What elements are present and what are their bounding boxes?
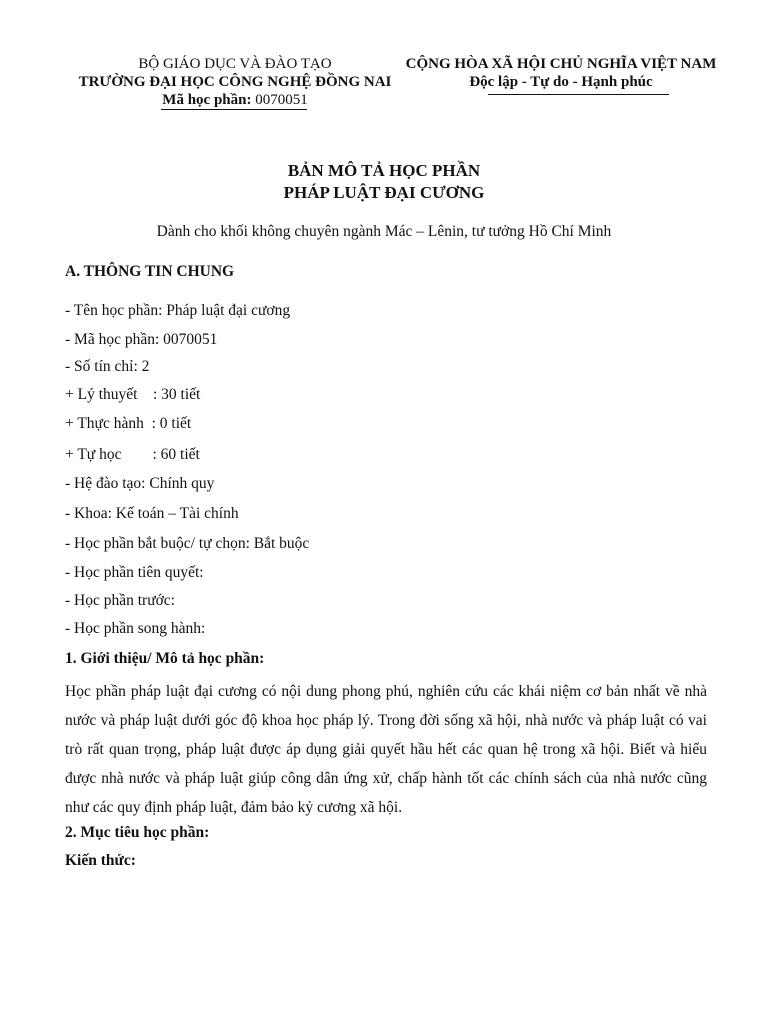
section-1-description: Học phần pháp luật đại cương có nội dung phong phú, nghiên cứu các khái niệm cơ bản nhất về nhà nước và pháp luật dưới góc độ khoa học pháp lý. Trong đời sống xã hội, nhà nước và pháp luật có vai trò rất quan trọng, pháp luật được áp dụng giải quyết hầu hết các quan hệ trong xã hội. Biết và hiểu được nhà nước và pháp luật giúp công dân ứng xử, chấp hành tốt các chính sách của nhà nước cũng như các quy định pháp luật, đảm bảo kỷ cương xã hội. bbox=[65, 683, 707, 816]
info-prerequisite: - Học phần tiên quyết: bbox=[65, 564, 204, 581]
section-a-heading: A. THÔNG TIN CHUNG bbox=[65, 263, 235, 280]
republic-name: CỘNG HÒA XÃ HỘI CHỦ NGHĨA VIỆT NAM bbox=[405, 56, 717, 72]
ministry-name: BỘ GIÁO DỤC VÀ ĐÀO TẠO bbox=[138, 56, 332, 72]
info-previous-course: - Học phần trước: bbox=[65, 592, 175, 609]
info-self-study-hours: + Tự học : 60 tiết bbox=[65, 446, 200, 463]
info-training-system: - Hệ đào tạo: Chính quy bbox=[65, 475, 215, 492]
header-left bbox=[60, 55, 410, 109]
info-required-elective: - Học phần bắt buộc/ tự chọn: Bắt buộc bbox=[65, 535, 310, 552]
header-left-underline bbox=[161, 109, 307, 110]
section-2-heading: 2. Mục tiêu học phần: bbox=[65, 824, 210, 841]
info-course-code: - Mã học phần: 0070051 bbox=[65, 331, 218, 348]
info-parallel-course: - Học phần song hành: bbox=[65, 620, 206, 637]
document-subtitle: Dành cho khối không chuyên ngành Mác – Lênin, tư tưởng Hồ Chí Minh bbox=[156, 223, 612, 240]
info-theory-hours: + Lý thuyết : 30 tiết bbox=[65, 386, 201, 403]
course-code-line bbox=[60, 91, 410, 109]
info-practice-hours: + Thực hành : 0 tiết bbox=[65, 415, 192, 432]
document-title bbox=[0, 160, 768, 204]
university-name: TRƯỜNG ĐẠI HỌC CÔNG NGHỆ ĐỒNG NAI bbox=[78, 74, 392, 90]
title-line-2: PHÁP LUẬT ĐẠI CƯƠNG bbox=[283, 183, 485, 202]
course-code-value: 0070051 bbox=[251, 92, 308, 108]
info-course-name: - Tên học phần: Pháp luật đại cương bbox=[65, 302, 291, 319]
section-1-heading: 1. Giới thiệu/ Mô tả học phần: bbox=[65, 650, 265, 667]
header-right-underline bbox=[488, 94, 669, 95]
knowledge-subheading: Kiến thức: bbox=[65, 852, 136, 869]
header-right bbox=[392, 55, 730, 91]
title-line-1: BẢN MÔ TẢ HỌC PHẦN bbox=[287, 161, 481, 180]
info-faculty: - Khoa: Kế toán – Tài chính bbox=[65, 505, 239, 522]
national-motto: Độc lập - Tự do - Hạnh phúc bbox=[469, 74, 653, 90]
course-code-label: Mã học phần: bbox=[162, 92, 252, 108]
info-credits: - Số tín chỉ: 2 bbox=[65, 358, 150, 375]
